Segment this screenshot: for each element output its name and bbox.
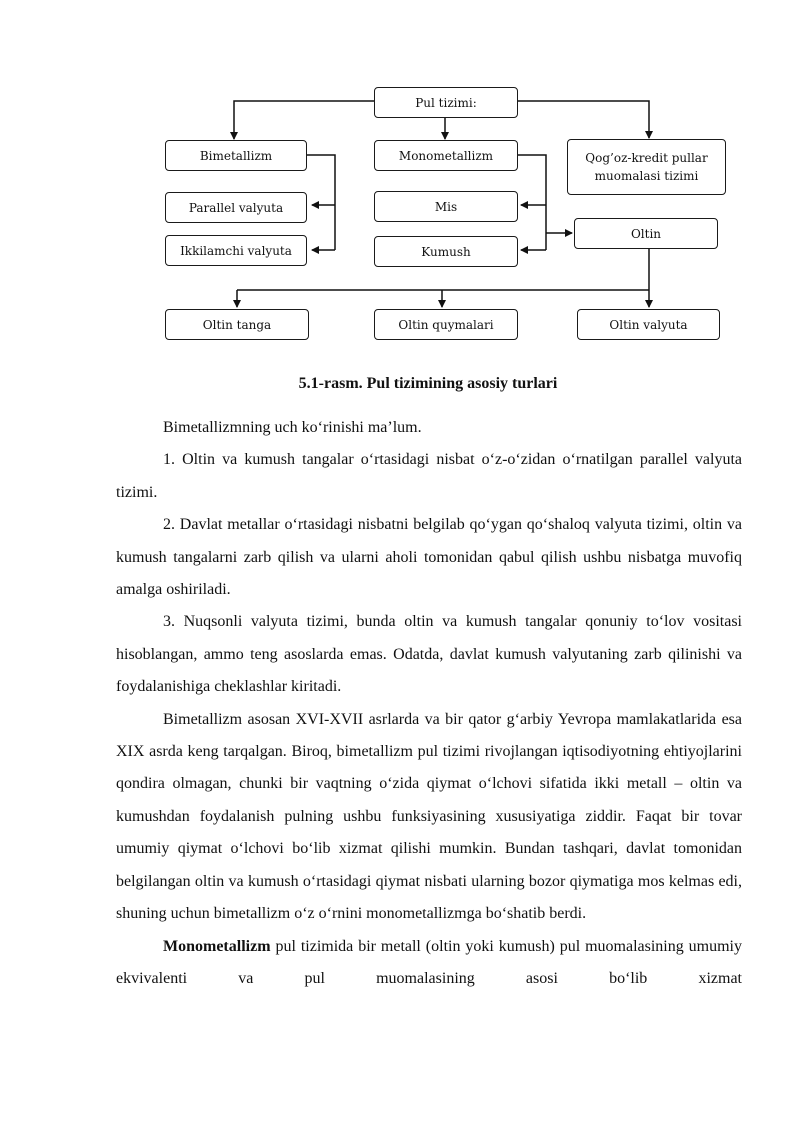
- paragraph-bimetallizm-history: Bimetallizm asosan XVI-XVII asrlarda va bir qator g‘arbiy Yevropa mamlakatlarida esa XIX asrda keng tarqalgan. Biroq, bimetallizm pul tizimi rivojlangan iqtisodiyotning ehtiyojlarini qondira olmagan, chunki bir vaqtning o‘zida qiymat o‘lchovi sifatida ikki metall – oltin va kumushdan foydalanish pulning ushbu funksiyasining xususiyatiga ziddir. Faqat bir tovar umumiy qiymat o‘lchovi bo‘lib xizmat qilishi mumkin. Bundan tashqari, davlat tomonidan belgilangan oltin va kumush o‘rtasidagi qiymat nisbati ularning bozor qiymatiga mos kelmas edi, shuning uchun bimetallizm o‘z o‘rnini monometallizmga bo‘shatib berdi.: [116, 710, 742, 923]
- node-kumush: Kumush: [374, 236, 518, 267]
- term-monometallizm: Monometallizm: [163, 937, 271, 955]
- paragraph-intro: Bimetallizmning uch ko‘rinishi ma’lum.: [163, 419, 422, 436]
- figure-caption: 5.1-rasm. Pul tizimining asosiy turlari: [298, 375, 558, 392]
- connector-root-qogoz: [518, 101, 649, 138]
- connector-bimetallizm-branch: [307, 155, 335, 250]
- node-monometallizm: Monometallizm: [374, 140, 518, 171]
- paragraph-item-3: 3. Nuqsonli valyuta tizimi, bunda oltin va kumush tangalar qonuniy to‘lov vositasi hisoblangan, ammo teng asoslarda emas. Odatda, davlat kumush valyutaning zarb qilinishi va foydalanishiga cheklashlar kiritadi.: [116, 613, 742, 696]
- connector-monometallizm-branch: [518, 155, 546, 250]
- node-ikkilamchi-valyuta: Ikkilamchi valyuta: [165, 235, 307, 266]
- paragraph-monometallizm: [116, 931, 742, 996]
- money-system-diagram: [0, 0, 800, 360]
- paragraph-item-1: 1. Oltin va kumush tangalar o‘rtasidagi nisbat o‘z-o‘zidan o‘rnatilgan parallel valyuta tizimi.: [116, 451, 742, 501]
- node-qogoz-kredit: Qog’oz-kredit pullar muomalasi tizimi: [567, 139, 726, 195]
- node-mis: Mis: [374, 191, 518, 222]
- node-oltin-valyuta: Oltin valyuta: [577, 309, 720, 340]
- node-oltin-quymalari: Oltin quymalari: [374, 309, 518, 340]
- node-oltin: Oltin: [574, 218, 718, 249]
- node-parallel-valyuta: Parallel valyuta: [165, 192, 307, 223]
- connector-root-bimetallizm: [234, 101, 374, 139]
- paragraph-item-2: 2. Davlat metallar o‘rtasidagi nisbatni belgilab qo‘ygan qo‘shaloq valyuta tizimi, oltin va kumush tangalarni zarb qilish va ularni aholi tomonidan qabul qilish ushbu nisbatga muvofiq amalga oshiriladi.: [116, 516, 742, 599]
- body-text: [116, 412, 742, 995]
- node-oltin-tanga: Oltin tanga: [165, 309, 309, 340]
- node-pul-tizimi: Pul tizimi:: [374, 87, 518, 118]
- paragraph-monometallizm-text: pul tizimida bir metall (oltin yoki kumush) pul muomalasining umumiy ekvivalenti va pul muomalasining asosi bo‘lib xizmat: [116, 937, 742, 987]
- node-bimetallizm: Bimetallizm: [165, 140, 307, 171]
